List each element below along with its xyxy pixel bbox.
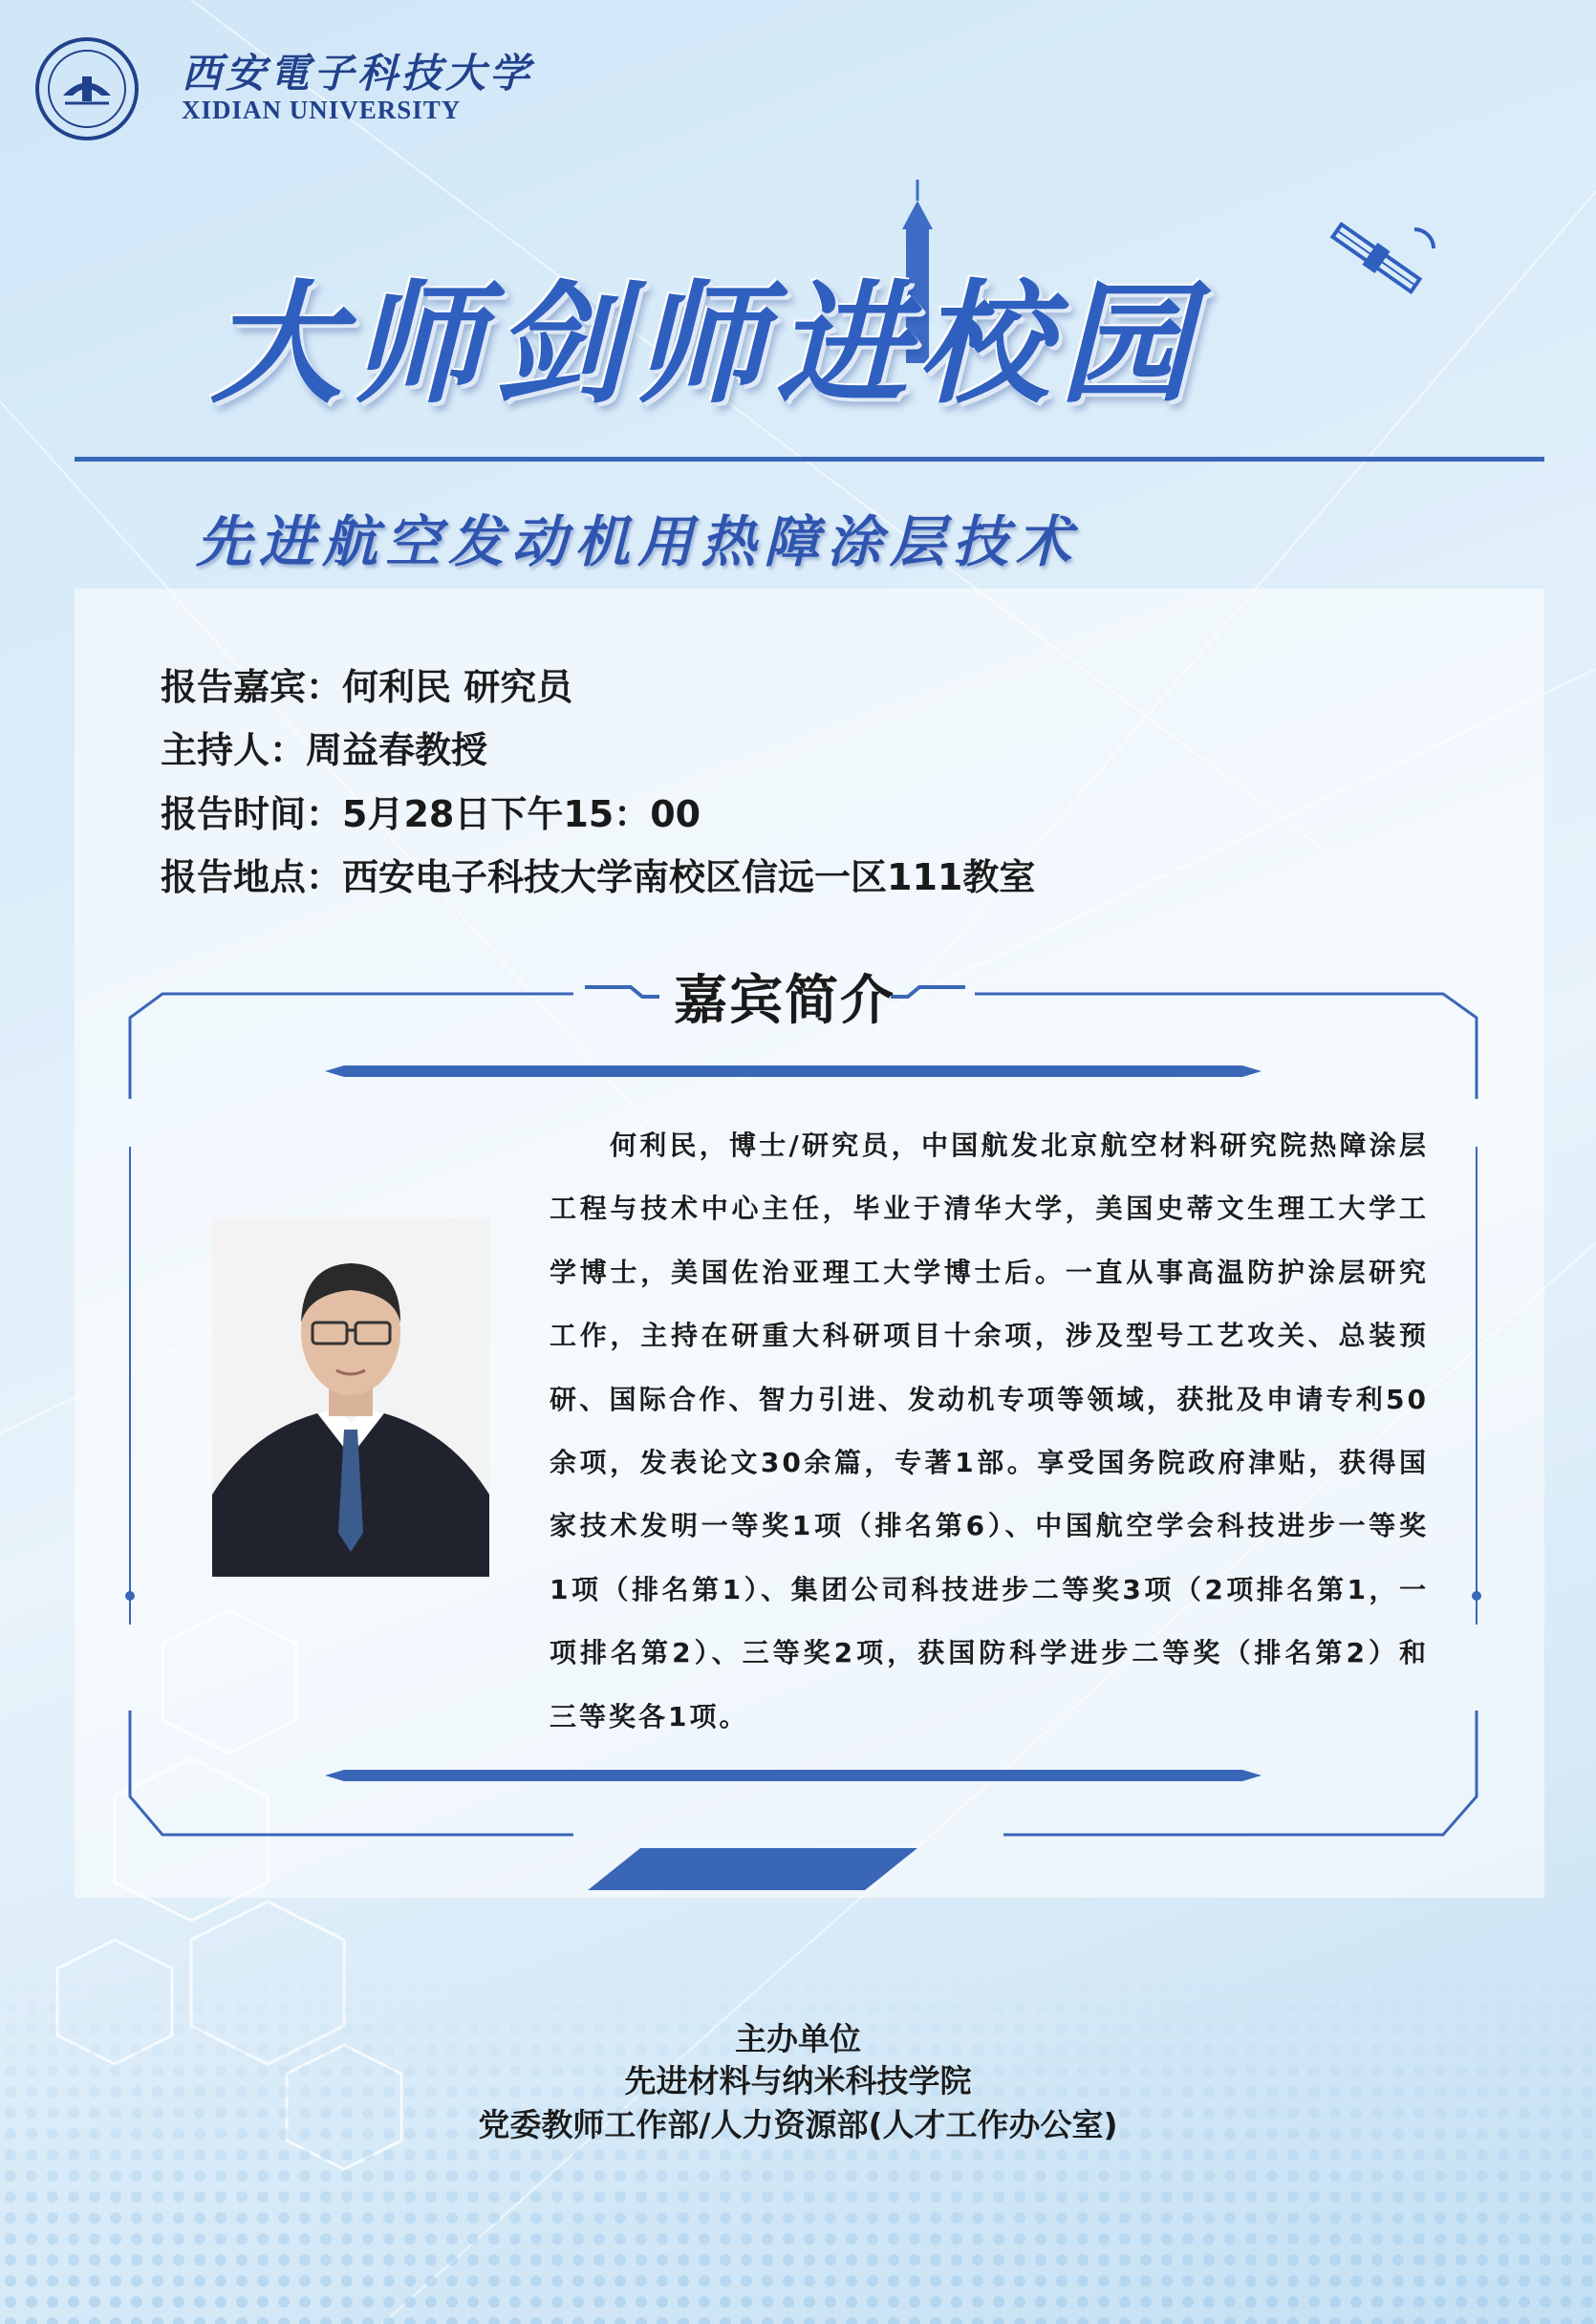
host-line: 主持人：周益春教授 [161,729,488,771]
organizer-line-2: 党委教师工作部/人力资源部(人才工作办公室) [478,2106,1118,2143]
speaker-bio: 何利民，博士/研究员，中国航发北京航空材料研究院热障涂层工程与技术中心主任，毕业于清华大学，美国史蒂文生理工大学工学博士，美国佐治亚理工大学博士后。一直从事高温防护涂层研究工作，主持在研重大科研项目十余项，涉及型号工艺攻关、总装预研、国际合作、智力引进、发动机专项等领域，获批及申请专利50余项，发表论文30余篇，专著1部。享受国务院政府津贴，获得国家技术发明一等奖1项（排名第6）、中国航空学会科技进步一等奖1项（排名第1）、集团公司科技进步二等奖3项（2项排名第1，一项排名第2）、三等奖2项，获国防科学进步二等奖（排名第2）和三等奖各1项。 [550,1130,1429,1732]
speaker-photo [212,1217,489,1577]
university-name-cn: 西安電子科技大学 [182,50,534,97]
main-title: 大师剑师进校园 [210,268,1201,421]
report-title: 先进航空发动机用热障涂层技术 [196,509,1080,574]
time-line: 报告时间：5月28日下午15：00 [161,793,701,835]
university-name-en: XIDIAN UNIVERSITY [182,96,462,124]
location-line: 报告地点：西安电子科技大学南校区信远一区111教室 [161,856,1036,898]
speaker-line: 报告嘉宾：何利民 研究员 [161,666,573,708]
organizer-line-1: 先进材料与纳米科技学院 [624,2062,972,2099]
organizer-label: 主办单位 [735,2020,861,2057]
intro-heading: 嘉宾简介 [674,970,895,1032]
